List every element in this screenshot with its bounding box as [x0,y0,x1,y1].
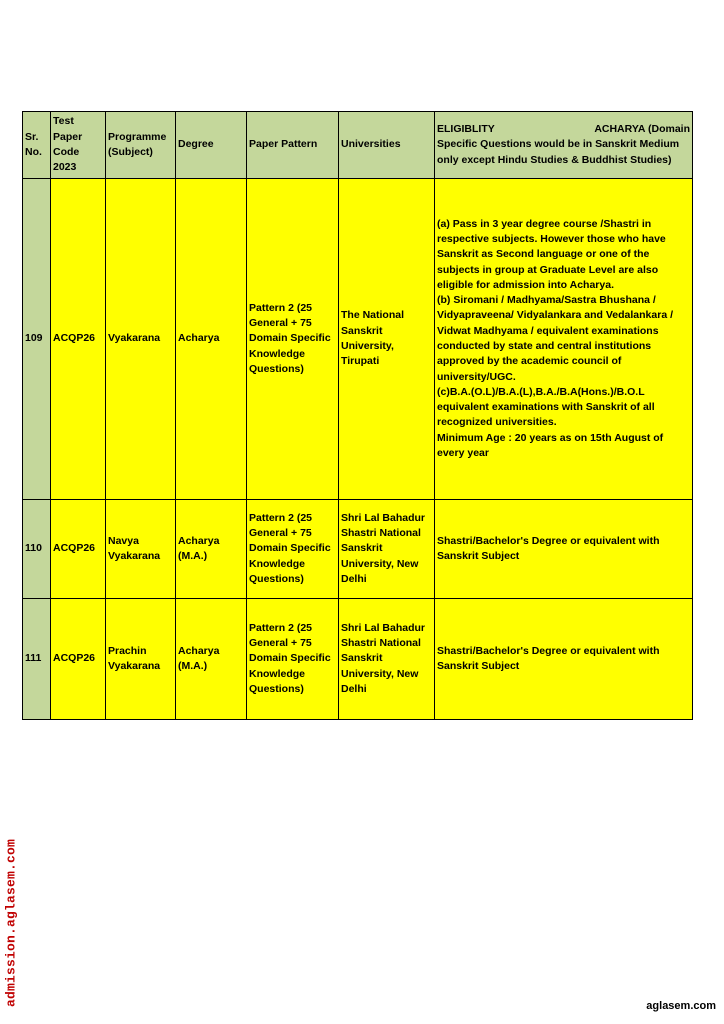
cell-pattern: Pattern 2 (25 General + 75 Domain Specific Knowledge Questions) [247,500,339,599]
footer-brand: aglasem.com [646,1000,716,1012]
cell-programme: Prachin Vyakarana [106,599,176,720]
cell-eligibility [435,599,693,720]
cell-university: The National Sanskrit University, Tirupati [339,179,435,500]
header-eligibility-c: Specific Questions would be in Sanskrit Medium only except Hindu Studies & Buddhist Studies) [437,138,680,166]
header-eligibility-a: ELIGIBLITY [437,123,495,136]
cell-degree: Acharya (M.A.) [176,500,247,599]
cell-code: ACQP26 [51,599,106,720]
eligibility-line: Shastri/Bachelor's Degree or equivalent with Sanskrit Subject [437,644,660,672]
watermark [1,828,21,1018]
table-row [23,599,693,720]
header-universities: Universities [339,112,435,179]
cell-eligibility [435,179,693,500]
eligibility-line: Shastri/Bachelor's Degree or equivalent with Sanskrit Subject [437,534,660,562]
cell-code: ACQP26 [51,500,106,599]
cell-sr: 109 [23,179,51,500]
cell-programme: Navya Vyakarana [106,500,176,599]
header-sr: Sr. No. [23,112,51,179]
header-code: Test Paper Code 2023 [51,112,106,179]
cell-degree: Acharya [176,179,247,500]
cell-university: Shri Lal Bahadur Shastri National Sanskrit University, New Delhi [339,599,435,720]
header-eligibility [435,112,693,179]
header-row [23,112,693,179]
cell-degree: Acharya (M.A.) [176,599,247,720]
cell-programme: Vyakarana [106,179,176,500]
cell-pattern: Pattern 2 (25 General + 75 Domain Specific Knowledge Questions) [247,599,339,720]
header-degree: Degree [176,112,247,179]
eligibility-line: Minimum Age : 20 years as on 15th August of every year [437,431,664,460]
cell-pattern: Pattern 2 (25 General + 75 Domain Specific Knowledge Questions) [247,179,339,500]
cell-eligibility [435,500,693,599]
header-pattern: Paper Pattern [247,112,339,179]
eligibility-line: (a) Pass in 3 year degree course /Shastri in respective subjects. However those who have Sanskrit as Second language or one of the subjects in group at Graduate Level are also eligible for admission into Acharya. [437,217,666,291]
cell-sr: 111 [23,599,51,720]
cell-code: ACQP26 [51,179,106,500]
eligibility-line: (c)B.A.(O.L)/B.A.(L),B.A./B.A(Hons.)/B.O.L equivalent examinations with Sanskrit of all recognized universities. [437,385,655,429]
table-row [23,500,693,599]
eligibility-table [22,111,693,720]
header-programme: Programme (Subject) [106,112,176,179]
header-eligibility-b: ACHARYA (Domain [594,123,690,136]
table-row [23,179,693,500]
cell-sr: 110 [23,500,51,599]
watermark-text: admission.aglasem.com [3,838,19,1008]
cell-university: Shri Lal Bahadur Shastri National Sanskrit University, New Delhi [339,500,435,599]
eligibility-line: (b) Siromani / Madhyama/Sastra Bhushana / Vidyapraveena/ Vidyalankara and Vedalankara / Vidwat Madhyama / equivalent examinations conducted by state and central institutions approved by the academic council of university/UGC. [437,294,673,383]
